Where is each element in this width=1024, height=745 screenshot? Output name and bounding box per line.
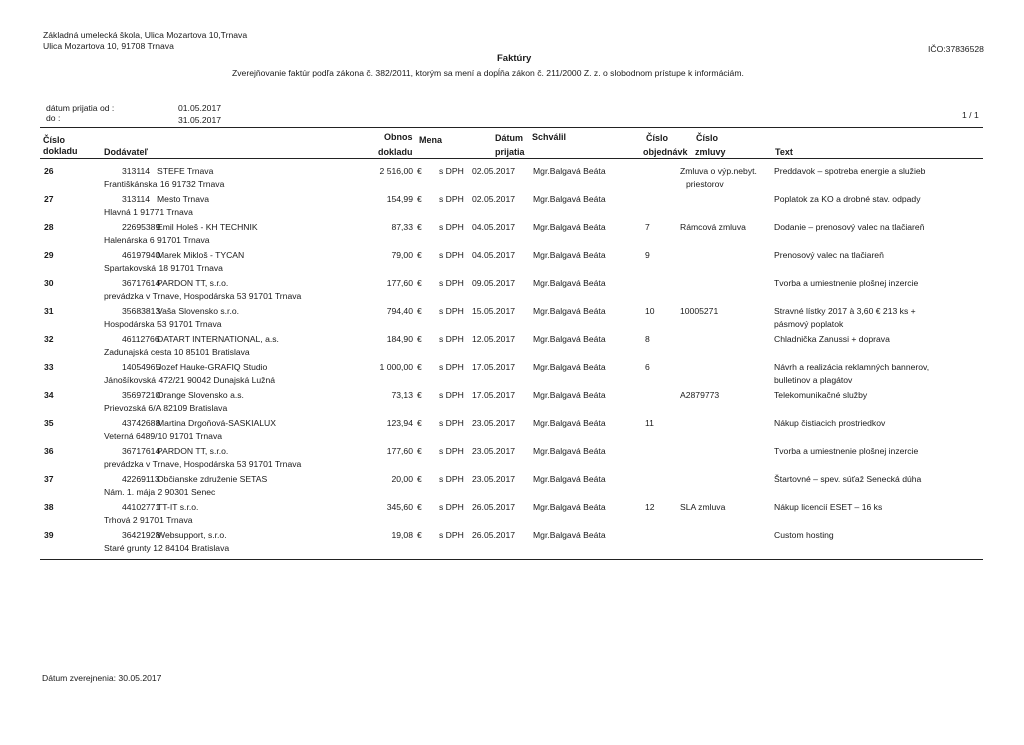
supplier-address: Nám. 1. mája 2 90301 Senec xyxy=(104,487,216,497)
supplier-name: STEFE Trnava xyxy=(157,166,214,176)
invoice-text: Nákup licencií ESET – 16 ks xyxy=(774,502,883,512)
supplier-address: Jánošíkovská 472/21 90042 Dunajská Lužná xyxy=(104,375,276,385)
col-header-date-sub: prijatia xyxy=(495,147,525,157)
table-row xyxy=(0,250,1024,278)
order-number: 7 xyxy=(645,222,650,232)
invoice-number: 36 xyxy=(44,446,54,456)
supplier-address: Trhová 2 91701 Trnava xyxy=(104,515,193,525)
supplier-name: Jozef Hauke-GRAFIQ Studio xyxy=(157,362,268,372)
approver: Mgr.Balgavá Beáta xyxy=(533,446,606,456)
currency: € xyxy=(417,250,422,260)
contract-number: SLA zmluva xyxy=(680,502,726,512)
supplier-address: prevádzka v Trnave, Hospodárska 53 91701 Trnava xyxy=(104,459,302,469)
supplier-address: Hospodárska 53 91701 Trnava xyxy=(104,319,222,329)
organization-address: Ulica Mozartova 10, 91708 Trnava xyxy=(43,41,174,51)
approver: Mgr.Balgavá Beáta xyxy=(533,418,606,428)
page-number: 1 / 1 xyxy=(962,110,979,120)
invoice-amount: 184,90 xyxy=(386,334,413,344)
invoice-amount: 20,00 xyxy=(391,474,413,484)
col-header-number: Číslo xyxy=(43,135,66,145)
received-date: 23.05.2017 xyxy=(472,418,516,428)
invoice-text: Dodanie – prenosový valec na tlačiareň xyxy=(774,222,925,232)
approver: Mgr.Balgavá Beáta xyxy=(533,166,606,176)
approver: Mgr.Balgavá Beáta xyxy=(533,334,606,344)
supplier-address: Hlavná 1 91771 Trnava xyxy=(104,207,193,217)
currency: € xyxy=(417,278,422,288)
invoice-amount: 345,60 xyxy=(386,502,413,512)
currency: € xyxy=(417,194,422,204)
table-bottom-rule xyxy=(40,559,983,560)
table-row xyxy=(0,390,1024,418)
order-number: 11 xyxy=(645,418,654,428)
invoice-number: 30 xyxy=(44,278,54,288)
table-row xyxy=(0,222,1024,250)
table-row xyxy=(0,334,1024,362)
invoice-text: Chladnička Zanussi + doprava xyxy=(774,334,890,344)
invoice-amount: 177,60 xyxy=(386,278,413,288)
received-date: 02.05.2017 xyxy=(472,194,516,204)
invoice-number: 32 xyxy=(44,334,54,344)
supplier-ico: 36717614 xyxy=(122,278,161,288)
supplier-name: TT-IT s.r.o. xyxy=(157,502,199,512)
approver: Mgr.Balgavá Beáta xyxy=(533,474,606,484)
publication-date: Dátum zverejnenia: 30.05.2017 xyxy=(42,673,162,683)
received-date: 15.05.2017 xyxy=(472,306,516,316)
supplier-name: PARDON TT, s.r.o. xyxy=(157,446,229,456)
invoice-number: 37 xyxy=(44,474,54,484)
invoice-number: 26 xyxy=(44,166,54,176)
supplier-name: Orange Slovensko a.s. xyxy=(157,390,244,400)
invoice-text-cont: bulletinov a plagátov xyxy=(774,375,853,385)
date-to-value: 31.05.2017 xyxy=(178,115,222,125)
tax-flag: s DPH xyxy=(439,194,464,204)
col-header-supplier: Dodávateľ xyxy=(104,147,148,157)
tax-flag: s DPH xyxy=(439,474,464,484)
order-number: 8 xyxy=(645,334,650,344)
received-date: 04.05.2017 xyxy=(472,222,516,232)
supplier-address: Františkánska 16 91732 Trnava xyxy=(104,179,225,189)
supplier-address: Zadunajská cesta 10 85101 Bratislava xyxy=(104,347,250,357)
table-row xyxy=(0,362,1024,390)
invoice-number: 33 xyxy=(44,362,54,372)
received-date: 17.05.2017 xyxy=(472,390,516,400)
currency: € xyxy=(417,390,422,400)
tax-flag: s DPH xyxy=(439,250,464,260)
currency: € xyxy=(417,530,422,540)
supplier-ico: 44102771 xyxy=(122,502,161,512)
invoice-amount: 2 516,00 xyxy=(379,166,413,176)
received-date: 17.05.2017 xyxy=(472,362,516,372)
table-row xyxy=(0,418,1024,446)
currency: € xyxy=(417,446,422,456)
col-header-approver: Schválil xyxy=(532,132,567,142)
currency: € xyxy=(417,166,422,176)
currency: € xyxy=(417,474,422,484)
approver: Mgr.Balgavá Beáta xyxy=(533,390,606,400)
tax-flag: s DPH xyxy=(439,334,464,344)
contract-number: Zmluva o výp.nebyt. xyxy=(680,166,757,176)
tax-flag: s DPH xyxy=(439,166,464,176)
invoice-number: 39 xyxy=(44,530,54,540)
order-number: 9 xyxy=(645,250,650,260)
tax-flag: s DPH xyxy=(439,306,464,316)
ico-number: IČO:37836528 xyxy=(928,44,984,54)
table-row xyxy=(0,502,1024,530)
tax-flag: s DPH xyxy=(439,278,464,288)
supplier-name: Vaša Slovensko s.r.o. xyxy=(157,306,240,316)
approver: Mgr.Balgavá Beáta xyxy=(533,306,606,316)
approver: Mgr.Balgavá Beáta xyxy=(533,250,606,260)
supplier-address: prevádzka v Trnave, Hospodárska 53 91701 Trnava xyxy=(104,291,302,301)
invoice-amount: 123,94 xyxy=(386,418,413,428)
approver: Mgr.Balgavá Beáta xyxy=(533,194,606,204)
organization-name: Základná umelecká škola, Ulica Mozartova 10,Trnava xyxy=(43,30,248,40)
invoice-number: 27 xyxy=(44,194,54,204)
invoice-text: Custom hosting xyxy=(774,530,834,540)
invoice-text: Tvorba a umiestnenie plošnej inzercie xyxy=(774,278,919,288)
col-header-amount-sub: dokladu xyxy=(378,147,413,157)
supplier-name: Martina Drgoňová-SASKIALUX xyxy=(157,418,276,428)
currency: € xyxy=(417,334,422,344)
invoice-text: Stravné lístky 2017 à 3,60 € 213 ks + xyxy=(774,306,916,316)
invoice-amount: 154,99 xyxy=(386,194,413,204)
supplier-name: PARDON TT, s.r.o. xyxy=(157,278,229,288)
approver: Mgr.Balgavá Beáta xyxy=(533,278,606,288)
invoice-number: 38 xyxy=(44,502,54,512)
supplier-ico: 36717614 xyxy=(122,446,161,456)
col-header-amount: Obnos xyxy=(384,132,413,142)
invoice-text: Štartovné – spev. súťaž Senecká dúha xyxy=(774,474,922,484)
tax-flag: s DPH xyxy=(439,418,464,428)
table-row xyxy=(0,446,1024,474)
invoice-text: Telekomunikačné služby xyxy=(774,390,868,400)
invoice-number: 28 xyxy=(44,222,54,232)
supplier-ico: 22695389 xyxy=(122,222,161,232)
col-header-currency: Mena xyxy=(419,135,443,145)
invoice-amount: 177,60 xyxy=(386,446,413,456)
received-date: 23.05.2017 xyxy=(472,474,516,484)
supplier-name: Občianske združenie SETAS xyxy=(157,474,268,484)
date-to-label: do : xyxy=(46,113,61,123)
currency: € xyxy=(417,418,422,428)
supplier-name: Websupport, s.r.o. xyxy=(157,530,227,540)
tax-flag: s DPH xyxy=(439,446,464,456)
invoice-amount: 1 000,00 xyxy=(379,362,413,372)
supplier-name: Mesto Trnava xyxy=(157,194,210,204)
contract-number: Rámcová zmluva xyxy=(680,222,746,232)
supplier-ico: 36421928 xyxy=(122,530,161,540)
col-header-date: Dátum xyxy=(495,133,524,143)
table-top-rule xyxy=(40,127,983,128)
invoice-text: Preddavok – spotreba energie a služieb xyxy=(774,166,926,176)
supplier-ico: 14054965 xyxy=(122,362,161,372)
contract-number-cont: priestorov xyxy=(686,179,724,189)
invoice-text: Nákup čistiacich prostriedkov xyxy=(774,418,886,428)
invoice-number: 35 xyxy=(44,418,54,428)
tax-flag: s DPH xyxy=(439,390,464,400)
tax-flag: s DPH xyxy=(439,222,464,232)
order-number: 12 xyxy=(645,502,655,512)
document-title: Faktúry xyxy=(497,53,532,64)
supplier-ico: 42269113 xyxy=(122,474,160,484)
invoice-number: 31 xyxy=(44,306,54,316)
received-date: 04.05.2017 xyxy=(472,250,516,260)
table-row xyxy=(0,278,1024,306)
invoice-amount: 79,00 xyxy=(391,250,413,260)
invoice-text: Tvorba a umiestnenie plošnej inzercie xyxy=(774,446,919,456)
col-header-order-sub: objednávk xyxy=(643,147,688,157)
contract-number: 10005271 xyxy=(680,306,719,316)
invoice-number: 29 xyxy=(44,250,54,260)
supplier-name: Marek Mikloš - TYCAN xyxy=(157,250,245,260)
table-row xyxy=(0,166,1024,194)
tax-flag: s DPH xyxy=(439,530,464,540)
supplier-name: Emil Holeš - KH TECHNIK xyxy=(157,222,258,232)
table-row xyxy=(0,530,1024,558)
table-row xyxy=(0,306,1024,334)
received-date: 26.05.2017 xyxy=(472,530,516,540)
col-header-contract-sub: zmluvy xyxy=(695,147,726,157)
supplier-ico: 35697210 xyxy=(122,390,161,400)
supplier-address: Prievozská 6/A 82109 Bratislava xyxy=(104,403,228,413)
col-header-text: Text xyxy=(775,147,793,157)
invoice-text: Návrh a realizácia reklamných bannerov, xyxy=(774,362,930,372)
supplier-ico: 35683813 xyxy=(122,306,161,316)
received-date: 26.05.2017 xyxy=(472,502,516,512)
date-from-value: 01.05.2017 xyxy=(178,103,222,113)
supplier-address: Staré grunty 12 84104 Bratislava xyxy=(104,543,230,553)
invoice-text-cont: pásmový poplatok xyxy=(774,319,844,329)
received-date: 12.05.2017 xyxy=(472,334,516,344)
received-date: 09.05.2017 xyxy=(472,278,516,288)
approver: Mgr.Balgavá Beáta xyxy=(533,362,606,372)
supplier-ico: 313114 xyxy=(122,194,151,204)
supplier-ico: 43742688 xyxy=(122,418,161,428)
document-subtitle: Zverejňovanie faktúr podľa zákona č. 382/2011, ktorým sa mení a dopĺňa zákon č. 211/2000 Z. z. o slobodnom prístupe k informáciám. xyxy=(232,68,744,78)
invoice-amount: 73,13 xyxy=(391,390,413,400)
invoice-text: Prenosový valec na tlačiareň xyxy=(774,250,884,260)
date-from-label: dátum prijatia od : xyxy=(46,103,115,113)
invoice-amount: 794,40 xyxy=(386,306,413,316)
contract-number: A2879773 xyxy=(680,390,720,400)
col-header-number-sub: dokladu xyxy=(43,146,78,156)
approver: Mgr.Balgavá Beáta xyxy=(533,502,606,512)
invoice-number: 34 xyxy=(44,390,54,400)
supplier-address: Halenárska 6 91701 Trnava xyxy=(104,235,210,245)
tax-flag: s DPH xyxy=(439,502,464,512)
supplier-address: Veterná 6489/10 91701 Trnava xyxy=(104,431,223,441)
received-date: 02.05.2017 xyxy=(472,166,516,176)
supplier-ico: 313114 xyxy=(122,166,151,176)
table-header-rule xyxy=(40,158,983,159)
received-date: 23.05.2017 xyxy=(472,446,516,456)
currency: € xyxy=(417,222,422,232)
col-header-contract: Číslo xyxy=(696,133,719,143)
table-row xyxy=(0,194,1024,222)
supplier-name: DATART INTERNATIONAL, a.s. xyxy=(157,334,279,344)
supplier-address: Spartakovská 18 91701 Trnava xyxy=(104,263,223,273)
currency: € xyxy=(417,502,422,512)
invoice-text: Poplatok za KO a drobné stav. odpady xyxy=(774,194,921,204)
supplier-ico: 46112766 xyxy=(122,334,160,344)
invoice-amount: 87,33 xyxy=(391,222,413,232)
currency: € xyxy=(417,306,422,316)
supplier-ico: 46197940 xyxy=(122,250,161,260)
col-header-order: Číslo xyxy=(646,133,669,143)
approver: Mgr.Balgavá Beáta xyxy=(533,222,606,232)
order-number: 6 xyxy=(645,362,650,372)
order-number: 10 xyxy=(645,306,655,316)
currency: € xyxy=(417,362,422,372)
approver: Mgr.Balgavá Beáta xyxy=(533,530,606,540)
invoice-amount: 19,08 xyxy=(391,530,413,540)
tax-flag: s DPH xyxy=(439,362,464,372)
table-row xyxy=(0,474,1024,502)
